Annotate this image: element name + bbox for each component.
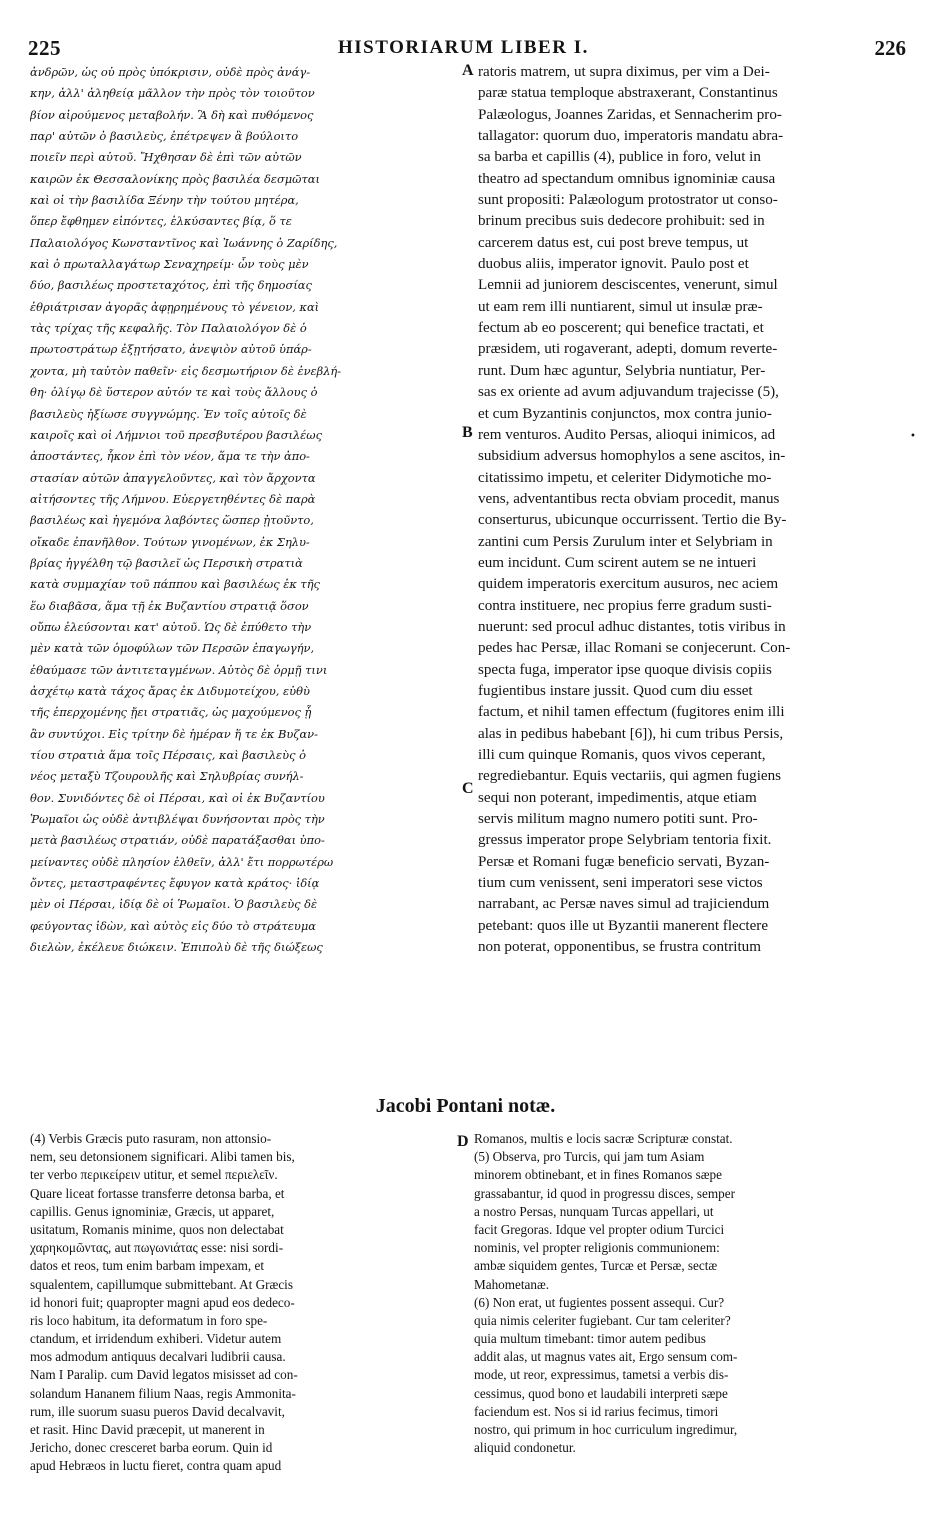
greek-text-line: ἐθαύμασε τῶν ἀντιτεταγμένων. Αὐτὸς δὲ ὁρμῇ τινι xyxy=(30,662,328,677)
note-line: (6) Non erat, ut fugientes possent assequi. Cur? xyxy=(474,1294,725,1310)
latin-text-line: conserturus, ubicunque occurrissent. Tertio die By- xyxy=(478,512,787,529)
latin-text-line: duobus aliis, imperator ignovit. Paulo post et xyxy=(478,256,749,273)
note-line: usitatum, Romanis minime, quos non delectabat xyxy=(30,1221,284,1237)
latin-text-line: Lemnii ad juniorem desciscentes, venerunt, simul xyxy=(478,277,778,294)
note-line: facit Gregoras. Idque vel propter odium Turcici xyxy=(474,1221,725,1237)
latin-text-line: sas ex oriente ad avum adjuvandum trajecisse (5), xyxy=(478,384,779,401)
greek-text-line: πρωτοστράτωρ ἐξῃτήσατο, ἀνεψιὸν αὐτοῦ ὑπάρ- xyxy=(30,342,312,357)
page-number-left: 225 xyxy=(28,36,61,60)
page-number-right: 226 xyxy=(874,36,906,60)
greek-text-line: βρίας ἠγγέλθη τῷ βασιλεῖ ὡς Περσικὴ στρατιὰ xyxy=(30,555,303,570)
note-line: Nam I Paralip. cum David legatos misisset ad con- xyxy=(30,1367,298,1383)
latin-text-line: fugientibus instare jussit. Quod cum diu esset xyxy=(478,682,753,699)
note-line: nem, seu detonsionem significari. Alibi tamen bis, xyxy=(30,1149,295,1165)
greek-text-line: κην, ἀλλ' ἀληθείᾳ μᾶλλον τὴν πρὸς τὸν τοιοῦτον xyxy=(30,86,315,101)
note-line: id honori fuit; quapropter magni apud eos dedeco- xyxy=(30,1294,295,1310)
latin-text-line: Palæologus, Joannes Zaridas, et Sennacherim pro- xyxy=(478,106,782,123)
greek-text-line: Παλαιολόγος Κωνσταντῖνος καὶ Ἰωάννης ὁ Ζαρίδης, xyxy=(30,235,338,250)
greek-text-line: μετὰ βασιλέως στρατιάν, οὐδὲ παρατάξασθαι ὑπο- xyxy=(30,833,325,848)
note-line: mos admodum antiquus decalvari ludibrii causa. xyxy=(30,1349,286,1365)
latin-text-line: petebant: quos ille ut Byzantii manerent flectere xyxy=(478,917,769,934)
note-line: grassabantur, id quod in progressu disces, semper xyxy=(474,1185,735,1201)
latin-text-line: servis militum magno numero potiti sunt. Pro- xyxy=(478,811,758,828)
note-line: nostro, qui primum in hoc curriculum ingredimur, xyxy=(474,1422,738,1437)
note-line: solandum Hananem filium Naas, regis Ammonita- xyxy=(30,1385,296,1401)
note-line: (4) Verbis Græcis puto rasuram, non attonsio- xyxy=(30,1131,272,1146)
latin-text-line: paræ statua temploque abstraxerant, Constantinus xyxy=(478,85,778,102)
latin-text-line: fectum ab eo poscerent; qui benefice tractati, et xyxy=(478,320,764,337)
latin-text-line: gressus imperator prope Selybriam tentoria fixit. xyxy=(478,832,772,849)
greek-text-line: ἂν συντύχοι. Εἰς τρίτην δὲ ἡμέραν ἥ τε ἐκ Βυζαν- xyxy=(30,726,318,741)
greek-text-line: ἕω διαβᾶσα, ἅμα τῇ ἐκ Βυζαντίου στρατιᾷ ὅσον xyxy=(30,598,309,613)
note-line: et rasit. Hinc David præcepit, ut manerent in xyxy=(30,1422,265,1437)
latin-text-line: ratoris matrem, ut supra diximus, per vim a Dei- xyxy=(478,64,770,80)
greek-text-line: τίου στρατιὰ ἅμα τοῖς Πέρσαις, καὶ βασιλεὺς ὁ xyxy=(30,748,306,762)
latin-text-line: eum incidunt. Cum scirent autem se ne intueri xyxy=(478,554,757,571)
greek-text-column xyxy=(30,62,462,1090)
note-line: apud Hebræos in luctu fieret, contra quam apud xyxy=(30,1458,282,1474)
note-line: capillis. Genus ignominiæ, Græcis, ut apparet, xyxy=(30,1203,275,1219)
greek-text-line: διελὼν, ἐκέλευε διώκειν. Ἐπιπολὺ δὲ τῆς διώξεως xyxy=(30,940,323,955)
greek-text-line: μὲν κατὰ τῶν ὁμοφύλων τῶν Περσῶν ἐπαγωγήν, xyxy=(30,641,315,656)
latin-text-line: tallagator: quorum duo, imperatoris mandatu abra- xyxy=(478,128,784,145)
latin-text-line: quidem imperatoris exercitum ausuros, nec aciem xyxy=(478,576,779,593)
greek-text-line: ἀποστάντες, ἧκον ἐπὶ τὸν νέον, ἅμα τε τὴν ἀπο- xyxy=(30,449,310,464)
latin-text-column xyxy=(478,62,904,1090)
greek-text-line: τὰς τρίχας τῆς κεφαλῆς. Τὸν Παλαιολόγον δὲ ὁ xyxy=(30,321,307,336)
note-line: quia multum timebant: timor autem pedibus xyxy=(474,1331,706,1347)
note-line: minorem obtinebant, et in fines Romanos sæpe xyxy=(474,1167,722,1183)
latin-text-line: et cum Byzantinis conjunctos, mox contra junio- xyxy=(478,405,772,422)
greek-text-line: ἀσχέτῳ κατὰ τάχος ἄρας ἐκ Διδυμοτείχου, εὐθὺ xyxy=(30,683,310,698)
greek-text-line: οὔπω ἐλεύσονται κατ' αὐτοῦ. Ὡς δὲ ἐπύθετο τὴν xyxy=(30,619,312,634)
latin-text-line: non poterat, opponentibus, se frustra contritum xyxy=(478,939,761,956)
greek-text-line: νέος μεταξὺ Τζουρουλῆς καὶ Σηλυβρίας συνήλ- xyxy=(30,769,304,784)
note-line: a nostro Persas, nunquam Turcas appellari, ut xyxy=(474,1203,714,1219)
margin-marker-c: C xyxy=(462,780,474,797)
latin-text-line: ut eam rem illi nuntiarent, simul ut insulæ præ- xyxy=(478,298,763,315)
greek-text-line: βίον αἱρούμενος μεταβολήν. Ἃ δὴ καὶ πυθόμενος xyxy=(30,107,314,122)
greek-text-line: αἰτήσοντες τῆς Λήμνου. Εὐεργετηθέντες δὲ παρὰ xyxy=(30,491,316,506)
latin-text-line: contra instituere, nec propius ferre gradum susti- xyxy=(478,597,772,614)
note-line: χαρηκομῶντας, aut πωγωνιάτας esse: nisi sordi- xyxy=(30,1240,284,1256)
greek-text-line: χοντα, μὴ ταὐτὸν παθεῖν· εἰς δεσμωτήριον δὲ ἐνεβλή- xyxy=(30,363,342,378)
note-line: ter verbo περικείρειν utitur, et semel περιελεῖν. xyxy=(30,1167,278,1183)
greek-text-line: βασιλεὺς ἠξίωσε συγγνώμης. Ἐν τοῖς αὐτοῖς δὲ xyxy=(30,406,307,421)
margin-marker-d: D xyxy=(457,1133,469,1150)
greek-text-line: στασίαν αὐτῶν ἀπαγγελοῦντες, καὶ τὸν ἄρχοντα xyxy=(30,470,316,485)
latin-text-line: brinum precibus suis dedecore prohibuit: sed in xyxy=(478,213,765,230)
note-line: ris loco habitum, ita deformatum in foro spe- xyxy=(30,1312,268,1328)
greek-text-line: μείναντες οὐδὲ πλησίον ἐλθεῖν, ἀλλ' ἔτι πορρωτέρω xyxy=(30,854,334,869)
latin-text-line: zantini cum Persis Zurulum inter et Selybriam in xyxy=(478,533,773,550)
latin-text-line: sequi non poterant, impedimentis, atque etiam xyxy=(478,789,757,806)
latin-text-line: Persæ et Romani fugæ beneficio servati, Byzan- xyxy=(478,853,770,870)
greek-text-line: τῆς ἐπερχομένης ᾔει στρατιᾶς, ὡς μαχούμενος ᾗ xyxy=(30,705,312,720)
greek-text-line: οἴκαδε ἐπανῆλθον. Τούτων γινομένων, ἐκ Σηλυ- xyxy=(30,534,310,549)
greek-text-line: ἐθριάτρισαν ἀγορᾶς ἀφῃρημένους τὸ γένειον, καὶ xyxy=(30,299,320,314)
note-line: Romanos, multis e locis sacræ Scripturæ constat. xyxy=(474,1131,733,1146)
latin-text-line: alas in pedibus habebant [6]), hi cum tribus Persis, xyxy=(478,725,784,742)
note-line: Quare liceat fortasse transferre detonsa barba, et xyxy=(30,1185,285,1201)
notes-right-column xyxy=(474,1130,906,1530)
greek-text-line: δύο, βασιλέως προστεταχότος, ἐπὶ τῆς δημοσίας xyxy=(30,278,312,293)
greek-text-line: παρ' αὐτῶν ὁ βασιλεὺς, ἐπέτρεψεν ἃ βούλοιτο xyxy=(30,129,299,144)
note-line: mode, ut reor, expressimus, tametsi a verbis dis- xyxy=(474,1367,729,1383)
note-line: squalentem, capillumque submittebant. At Græcis xyxy=(30,1276,293,1292)
note-line: addit alas, ut magnus vates ait, Ergo sensum com- xyxy=(474,1349,738,1365)
greek-text-line: ὅπερ ἔφθημεν εἰπόντες, ἑλκύσαντες βίᾳ, ὅ τε xyxy=(30,214,292,229)
greek-text-line: θον. Συνιδόντες δὲ οἱ Πέρσαι, καὶ οἱ ἐκ Βυζαντίου xyxy=(30,790,325,805)
greek-text-line: ἀνδρῶν, ὡς οὐ πρὸς ὑπόκρισιν, οὐδὲ πρὸς ἀνάγ- xyxy=(30,65,311,79)
notes-title: Jacobi Pontani notæ. xyxy=(375,1095,556,1117)
latin-text-line: regrediebantur. Equis vectariis, qui agmen fugiens xyxy=(478,768,782,785)
latin-text-line: præsidem, uti rogaverant, adepti, domum reverte- xyxy=(478,341,778,358)
note-line: faciendum est. Nos si id rarius fecimus, timori xyxy=(474,1403,719,1419)
latin-text-line: specta fuga, imperator ipse quoque divisis copiis xyxy=(478,661,772,678)
note-line: ambæ siquidem gentes, Turcæ et Persæ, sectæ xyxy=(474,1258,718,1274)
greek-text-line: καιρῶν ἐκ Θεσσαλονίκης πρὸς βασιλέα δεσμῶται xyxy=(30,171,320,186)
note-line: quia nimis celeriter fugiebant. Cur tam celeriter? xyxy=(474,1312,731,1328)
page-header xyxy=(28,36,908,62)
latin-text-line: nuerunt: sed procul adhuc distantes, totis viribus in xyxy=(478,618,786,635)
latin-text-line: sunt propositi: Palæologum protostrator ut conso- xyxy=(478,192,778,209)
latin-text-line: citatissimo impetu, et celeriter Didymotiche mo- xyxy=(478,469,772,486)
note-line: (5) Observa, pro Turcis, qui jam tum Asiam xyxy=(474,1149,705,1165)
note-line: datos et reos, tum enim barbam impexam, et xyxy=(30,1258,265,1274)
latin-text-line: carcerem datus est, cui post breve tempus, ut xyxy=(478,234,749,251)
latin-text-line: pedes hac Persæ, illac Romani se conjecerunt. Con- xyxy=(478,640,791,657)
greek-text-line: μὲν οἱ Πέρσαι, ἰδίᾳ δὲ οἱ Ῥωμαῖοι. Ὁ βασιλεὺς δὲ xyxy=(30,897,318,912)
note-line: Mahometanæ. xyxy=(474,1276,550,1292)
greek-text-line: καιροῖς καὶ οἱ Λήμνιοι τοῦ πρεσβυτέρου βασιλέως xyxy=(30,427,322,442)
latin-text-line: narrabant, ac Persæ naves simul ad trajiciendum xyxy=(478,896,770,913)
note-line: nominis, vel propter religionis communionem: xyxy=(474,1240,720,1256)
latin-text-line: tium cum venissent, seni imperatori sese victos xyxy=(478,875,763,892)
latin-text-line: vens, adventantibus recta obviam procedit, manus xyxy=(478,490,780,507)
greek-text-line: καὶ ὁ πρωταλλαγάτωρ Σεναχηρείμ· ὧν τοὺς μὲν xyxy=(30,257,309,272)
note-line: cessimus, quod bono et laudabili interpreti sæpe xyxy=(474,1385,728,1401)
latin-text-line: sa barba et capillis (4), publice in foro, velut in xyxy=(478,149,761,166)
greek-text-line: φεύγοντας ἰδὼν, καὶ αὐτὸς εἰς δύο τὸ στράτευμα xyxy=(30,918,316,933)
note-line: ctandum, et irridendum exhiberi. Videtur autem xyxy=(30,1331,282,1347)
greek-text-line: Ῥωμαῖοι ὡς οὐδὲ ἀντιβλέψαι δυνήσονται πρὸς τὴν xyxy=(30,812,325,827)
margin-marker-a: A xyxy=(462,62,474,79)
margin-bullet: • xyxy=(910,431,916,442)
latin-text-line: factum, et nihil tamen effectum (fugitores enim illi xyxy=(478,704,785,721)
note-line: rum, ille suorum suasu pueros David decalvavit, xyxy=(30,1403,285,1419)
greek-text-line: καὶ οἱ τὴν βασιλίδα Ξένην τὴν τούτου μητέρα, xyxy=(30,193,299,208)
latin-text-line: runt. Dum hæc aguntur, Selybria nuntiatur, Per- xyxy=(478,362,766,379)
latin-text-line: subsidium adversus homophylos a sene ascitos, in- xyxy=(478,448,786,465)
note-line: Jericho, donec cresceret barba eorum. Quin id xyxy=(30,1440,273,1456)
greek-text-line: θη· ὀλίγῳ δὲ ὕστερον αὐτόν τε καὶ τοὺς ἄλλους ὁ xyxy=(30,385,318,400)
note-line: aliquid condonetur. xyxy=(474,1440,576,1456)
running-title: HISTORIARUM LIBER I. xyxy=(338,37,589,58)
greek-text-line: βασιλέως καὶ ἡγεμόνα λαβόντες ὥσπερ ᾐτοῦντο, xyxy=(30,513,314,528)
greek-text-line: κατὰ συμμαχίαν τοῦ πάππου καὶ βασιλέως ἐκ τῆς xyxy=(30,577,320,592)
latin-text-line: illi cum quinque Romanis, quos vivos ceperant, xyxy=(478,747,766,763)
latin-text-line: rem venturos. Audito Persas, alioqui inimicos, ad xyxy=(478,426,776,443)
greek-text-line: ποιεῖν περὶ αὐτοῦ. Ἤχθησαν δὲ ἐπὶ τῶν αὐτῶν xyxy=(30,150,302,165)
latin-text-line: theatro ad spectandum omnibus ignominiæ causa xyxy=(478,170,776,187)
greek-text-line: ὄντες, μεταστραφέντες ἔφυγον κατὰ κράτος· ἰδίᾳ xyxy=(30,876,320,891)
margin-marker-b: B xyxy=(462,424,473,441)
notes-left-column xyxy=(30,1130,454,1530)
